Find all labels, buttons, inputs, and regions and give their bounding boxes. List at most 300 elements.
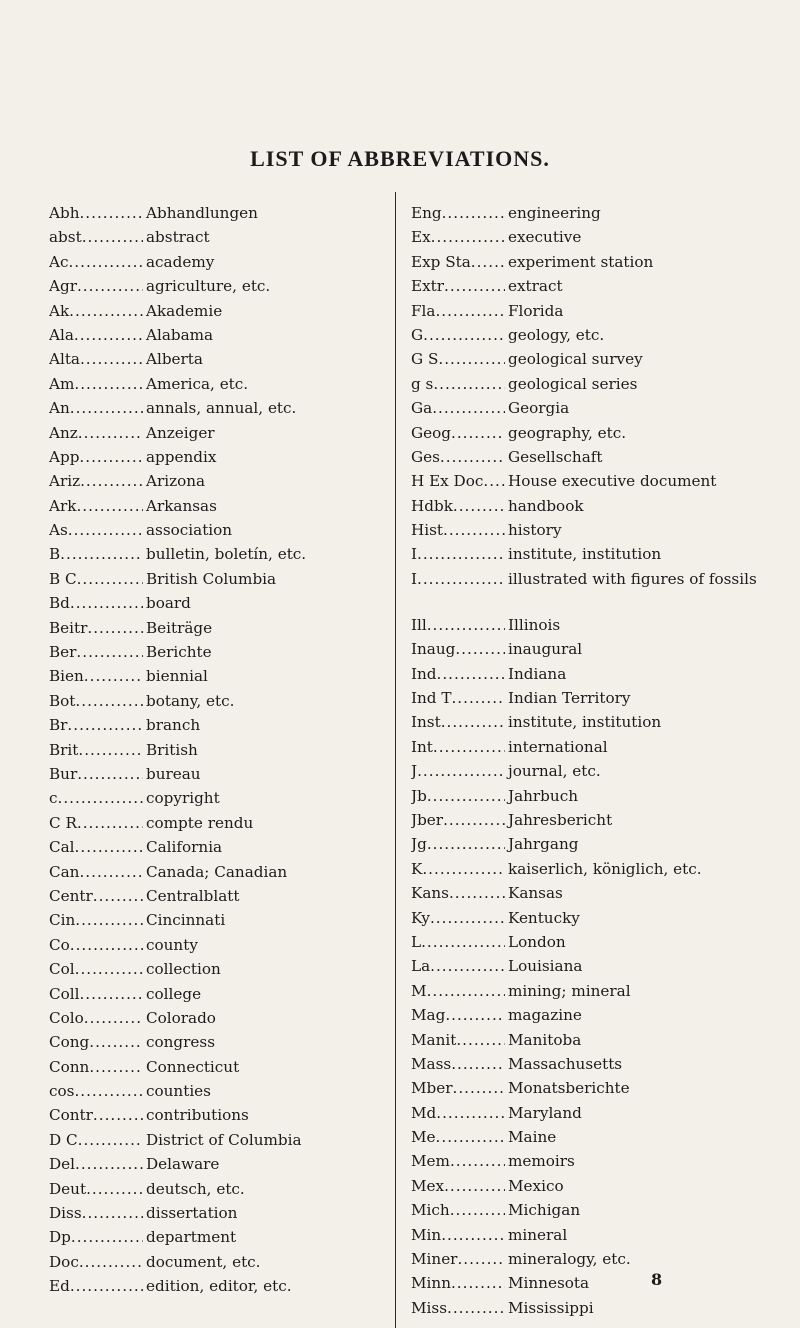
dot-leader bbox=[70, 592, 143, 614]
abbreviation-entry bbox=[49, 1007, 389, 1031]
abbreviation-term-cell bbox=[411, 687, 505, 709]
abbreviation-term: Mass bbox=[411, 1054, 452, 1073]
abbreviation-entry bbox=[49, 226, 389, 250]
dot-leader bbox=[423, 324, 505, 346]
abbreviation-term-cell bbox=[49, 885, 143, 907]
abbreviation-term: Miner bbox=[411, 1250, 458, 1269]
dot-leader bbox=[75, 958, 143, 980]
abbreviation-entry bbox=[49, 983, 389, 1007]
dot-leader bbox=[77, 763, 143, 785]
abbreviation-term: Beitr bbox=[49, 618, 88, 637]
dot-leader bbox=[89, 1031, 143, 1053]
abbreviation-term: L bbox=[411, 932, 422, 951]
abbreviation-term-cell bbox=[411, 422, 505, 444]
dot-leader bbox=[76, 495, 143, 517]
abbreviation-term-cell bbox=[411, 275, 505, 297]
abbreviation-term: G S bbox=[411, 350, 439, 369]
abbreviation-entry bbox=[411, 687, 795, 711]
abbreviation-entry bbox=[411, 1029, 795, 1053]
right-column bbox=[411, 202, 795, 1321]
abbreviation-entry bbox=[49, 1275, 389, 1299]
abbreviation-term: Mex bbox=[411, 1176, 445, 1195]
abbreviation-meaning: deutsch, etc. bbox=[146, 1179, 245, 1198]
abbreviation-term: C R bbox=[49, 813, 77, 832]
abbreviation-term-cell bbox=[49, 470, 143, 492]
abbreviation-term-cell bbox=[411, 1224, 505, 1246]
abbreviation-term: Can bbox=[49, 862, 80, 881]
abbreviation-meaning: Connecticut bbox=[146, 1057, 240, 1076]
abbreviation-entry bbox=[49, 1153, 389, 1177]
abbreviation-term-cell bbox=[411, 1272, 505, 1294]
abbreviation-entry bbox=[411, 1053, 795, 1077]
dot-leader bbox=[443, 519, 505, 541]
abbreviation-entry bbox=[49, 812, 389, 836]
abbreviation-term: Kans bbox=[411, 884, 449, 903]
dot-leader bbox=[93, 1104, 143, 1126]
abbreviation-term: Jg bbox=[411, 835, 427, 854]
abbreviation-term: Ac bbox=[49, 252, 69, 271]
abbreviation-entry bbox=[411, 470, 795, 494]
abbreviation-term: B bbox=[49, 545, 61, 564]
abbreviation-term-cell bbox=[49, 861, 143, 883]
abbreviation-term-cell bbox=[49, 300, 143, 322]
abbreviation-term: Min bbox=[411, 1225, 442, 1244]
abbreviation-term-cell bbox=[411, 1102, 505, 1124]
abbreviation-meaning: association bbox=[146, 521, 233, 540]
abbreviation-entry bbox=[49, 470, 389, 494]
abbreviation-term: Conn bbox=[49, 1057, 90, 1076]
abbreviation-entry bbox=[49, 1178, 389, 1202]
abbreviation-term: Ky bbox=[411, 908, 430, 927]
abbreviation-term: Ges bbox=[411, 447, 440, 466]
abbreviation-entry bbox=[411, 785, 795, 809]
abbreviation-term-cell bbox=[49, 641, 143, 663]
abbreviation-entry bbox=[411, 202, 795, 226]
abbreviation-meaning: Kansas bbox=[508, 884, 563, 903]
abbreviation-meaning: contributions bbox=[146, 1106, 249, 1125]
abbreviation-meaning: counties bbox=[146, 1082, 211, 1101]
abbreviation-term: Hdbk bbox=[411, 496, 453, 515]
abbreviation-meaning: memoirs bbox=[508, 1152, 575, 1171]
abbreviation-entry bbox=[49, 763, 389, 787]
abbreviation-term: cos bbox=[49, 1082, 75, 1101]
abbreviation-term: Ind T bbox=[411, 689, 452, 708]
abbreviation-term-cell bbox=[411, 1175, 505, 1197]
abbreviation-term-cell bbox=[411, 1077, 505, 1099]
abbreviation-meaning: Mexico bbox=[508, 1176, 564, 1195]
abbreviation-entry bbox=[49, 324, 389, 348]
abbreviation-meaning: abstract bbox=[146, 228, 210, 247]
abbreviation-meaning: Alberta bbox=[146, 350, 203, 369]
abbreviation-meaning: document, etc. bbox=[146, 1252, 261, 1271]
page-number: 8 bbox=[651, 1270, 663, 1289]
abbreviation-term: Exp Sta bbox=[411, 252, 471, 271]
abbreviation-term-cell bbox=[411, 543, 505, 565]
dot-leader bbox=[417, 760, 505, 782]
abbreviation-term: Bd bbox=[49, 594, 70, 613]
dot-leader bbox=[457, 1248, 505, 1270]
abbreviation-term: Centr bbox=[49, 886, 93, 905]
abbreviation-entry bbox=[49, 275, 389, 299]
abbreviation-entry bbox=[49, 1251, 389, 1275]
abbreviation-entry bbox=[49, 1031, 389, 1055]
abbreviation-meaning: institute, institution bbox=[508, 713, 662, 732]
dot-leader bbox=[444, 275, 505, 297]
abbreviation-entry bbox=[411, 422, 795, 446]
abbreviation-term-cell bbox=[49, 763, 143, 785]
abbreviation-meaning: Arkansas bbox=[146, 496, 217, 515]
abbreviation-term: Mem bbox=[411, 1152, 450, 1171]
dot-leader bbox=[451, 687, 505, 709]
abbreviation-term: Bien bbox=[49, 667, 84, 686]
dot-leader bbox=[60, 543, 143, 565]
dot-leader bbox=[427, 980, 505, 1002]
abbreviation-entry bbox=[49, 739, 389, 763]
dot-leader bbox=[70, 1275, 143, 1297]
abbreviation-meaning: Abhandlungen bbox=[146, 204, 258, 222]
abbreviation-term: B C bbox=[49, 569, 77, 588]
abbreviation-term-cell bbox=[411, 373, 505, 395]
abbreviation-term: La bbox=[411, 957, 431, 976]
abbreviation-meaning: Centralblatt bbox=[146, 886, 240, 905]
abbreviation-term: Ex bbox=[411, 228, 431, 247]
abbreviation-meaning: mineral bbox=[508, 1225, 568, 1244]
abbreviation-term-cell bbox=[49, 592, 143, 614]
abbreviation-entry bbox=[49, 909, 389, 933]
dot-leader bbox=[432, 397, 505, 419]
abbreviation-entry bbox=[411, 1175, 795, 1199]
abbreviation-meaning: Monatsberichte bbox=[508, 1079, 630, 1098]
abbreviation-term: Diss bbox=[49, 1204, 82, 1223]
dot-leader bbox=[75, 690, 143, 712]
abbreviation-term-cell bbox=[411, 760, 505, 782]
abbreviation-term: Ariz bbox=[49, 472, 81, 491]
abbreviation-term-cell bbox=[49, 1080, 143, 1102]
abbreviation-entry bbox=[411, 397, 795, 421]
abbreviation-entry bbox=[411, 1224, 795, 1248]
dot-leader bbox=[75, 1153, 143, 1175]
abbreviation-term-cell bbox=[411, 446, 505, 468]
abbreviation-meaning: college bbox=[146, 984, 202, 1003]
abbreviation-entry bbox=[411, 614, 795, 638]
abbreviation-meaning: Alabama bbox=[146, 325, 214, 344]
abbreviation-entry bbox=[49, 836, 389, 860]
abbreviation-term-cell bbox=[49, 1031, 143, 1053]
abbreviation-term: Inaug bbox=[411, 640, 456, 659]
dot-leader bbox=[433, 373, 505, 395]
abbreviation-meaning: edition, editor, etc. bbox=[146, 1277, 292, 1296]
abbreviation-entry bbox=[411, 446, 795, 470]
abbreviation-term: Minn bbox=[411, 1274, 451, 1293]
abbreviation-term: Brit bbox=[49, 740, 79, 759]
abbreviation-entry bbox=[411, 348, 795, 372]
abbreviation-entry bbox=[411, 931, 795, 955]
abbreviation-meaning: geological survey bbox=[508, 350, 643, 369]
abbreviation-meaning: history bbox=[508, 521, 562, 540]
abbreviation-meaning: Maine bbox=[508, 1128, 557, 1147]
dot-leader bbox=[451, 422, 505, 444]
dot-leader bbox=[427, 833, 505, 855]
dot-leader bbox=[456, 1029, 505, 1051]
dot-leader bbox=[69, 300, 143, 322]
abbreviation-term: K bbox=[411, 859, 423, 878]
abbreviation-meaning: Maryland bbox=[508, 1103, 582, 1122]
abbreviation-term: Me bbox=[411, 1128, 436, 1147]
abbreviation-term-cell bbox=[49, 202, 143, 224]
dot-leader bbox=[71, 1226, 143, 1248]
abbreviation-meaning: international bbox=[508, 737, 608, 756]
abbreviation-entry bbox=[49, 958, 389, 982]
abbreviation-term-cell bbox=[411, 495, 505, 517]
abbreviation-term: Hist bbox=[411, 521, 443, 540]
abbreviation-term-cell bbox=[49, 714, 143, 736]
abbreviation-meaning: appendix bbox=[146, 447, 217, 466]
abbreviation-term-cell bbox=[49, 519, 143, 541]
abbreviation-term: J bbox=[411, 762, 418, 781]
dot-leader bbox=[76, 641, 143, 663]
abbreviation-entry bbox=[411, 251, 795, 275]
abbreviation-entry bbox=[411, 568, 795, 614]
abbreviation-term-cell bbox=[49, 1129, 143, 1151]
abbreviation-meaning: District of Columbia bbox=[146, 1130, 302, 1149]
abbreviation-meaning: board bbox=[146, 594, 191, 613]
abbreviation-entry bbox=[411, 373, 795, 397]
abbreviation-entry bbox=[49, 568, 389, 592]
abbreviation-meaning: dissertation bbox=[146, 1204, 238, 1223]
dot-leader bbox=[417, 543, 505, 565]
abbreviation-term-cell bbox=[411, 663, 505, 685]
abbreviation-meaning: Michigan bbox=[508, 1201, 581, 1220]
abbreviation-entry bbox=[49, 300, 389, 324]
abbreviation-term: Bot bbox=[49, 691, 76, 710]
abbreviation-entry bbox=[411, 1126, 795, 1150]
abbreviation-meaning: British bbox=[146, 740, 198, 759]
abbreviation-term-cell bbox=[49, 324, 143, 346]
abbreviation-term: Co bbox=[49, 935, 70, 954]
abbreviation-term: Ark bbox=[49, 496, 77, 515]
abbreviation-term: g s bbox=[411, 374, 434, 393]
dot-leader bbox=[449, 882, 505, 904]
abbreviation-term-cell bbox=[411, 931, 505, 953]
abbreviation-entry bbox=[411, 1077, 795, 1101]
abbreviation-entry bbox=[411, 519, 795, 543]
abbreviation-term-cell bbox=[411, 1126, 505, 1148]
abbreviation-term: Manit bbox=[411, 1030, 457, 1049]
abbreviation-entry bbox=[411, 711, 795, 735]
abbreviation-entry bbox=[49, 641, 389, 665]
abbreviation-term: Mich bbox=[411, 1201, 450, 1220]
abbreviation-meaning: department bbox=[146, 1228, 237, 1247]
abbreviation-entry bbox=[411, 300, 795, 324]
dot-leader bbox=[450, 1199, 505, 1221]
abbreviation-term: Jb bbox=[411, 786, 427, 805]
dot-leader bbox=[451, 1272, 505, 1294]
abbreviation-entry bbox=[411, 1004, 795, 1028]
abbreviation-meaning: institute, institution bbox=[508, 545, 662, 564]
abbreviation-meaning: Jahrgang bbox=[508, 835, 579, 854]
dot-leader bbox=[80, 470, 143, 492]
abbreviation-meaning: Delaware bbox=[146, 1155, 220, 1174]
abbreviation-meaning: handbook bbox=[508, 496, 584, 515]
abbreviation-meaning: experiment station bbox=[508, 252, 654, 271]
abbreviation-term: App bbox=[49, 447, 80, 466]
abbreviation-meaning: Canada; Canadian bbox=[146, 862, 288, 881]
abbreviation-meaning: Jahresbericht bbox=[508, 810, 613, 829]
dot-leader bbox=[79, 1251, 143, 1273]
abbreviation-term-cell bbox=[411, 1248, 505, 1270]
abbreviation-term: Eng bbox=[411, 204, 442, 222]
dot-leader bbox=[453, 1077, 505, 1099]
dot-leader bbox=[442, 202, 505, 224]
abbreviation-term-cell bbox=[49, 226, 143, 248]
abbreviation-term-cell bbox=[49, 397, 143, 419]
dot-leader bbox=[417, 568, 505, 590]
abbreviation-term: Deut bbox=[49, 1179, 87, 1198]
abbreviation-term: Md bbox=[411, 1103, 437, 1122]
dot-leader bbox=[84, 665, 143, 687]
abbreviation-term: abst bbox=[49, 228, 82, 247]
abbreviation-term-cell bbox=[49, 1056, 143, 1078]
dot-leader bbox=[435, 300, 505, 322]
abbreviation-term-cell bbox=[411, 980, 505, 1002]
abbreviation-term: Bur bbox=[49, 764, 78, 783]
abbreviation-meaning: congress bbox=[146, 1033, 215, 1052]
dot-leader bbox=[75, 909, 143, 931]
abbreviation-term: Cal bbox=[49, 838, 75, 857]
abbreviation-term-cell bbox=[49, 1007, 143, 1029]
abbreviation-meaning: geological series bbox=[508, 374, 638, 393]
abbreviation-term: Ill bbox=[411, 615, 427, 634]
dot-leader bbox=[77, 568, 143, 590]
abbreviation-term-cell bbox=[49, 739, 143, 761]
abbreviation-term: Mber bbox=[411, 1079, 453, 1098]
abbreviation-term: Geog bbox=[411, 423, 451, 442]
abbreviation-meaning: magazine bbox=[508, 1006, 582, 1025]
page-title: LIST OF ABBREVIATIONS. bbox=[250, 146, 550, 171]
abbreviation-meaning: Louisiana bbox=[508, 957, 583, 976]
dot-leader bbox=[79, 202, 143, 224]
abbreviation-term-cell bbox=[49, 1226, 143, 1248]
dot-leader bbox=[84, 1007, 143, 1029]
dot-leader bbox=[77, 275, 143, 297]
abbreviation-entry bbox=[49, 519, 389, 543]
abbreviation-term-cell bbox=[411, 324, 505, 346]
abbreviation-term: D C bbox=[49, 1130, 78, 1149]
abbreviation-term-cell bbox=[411, 1053, 505, 1075]
abbreviation-entry bbox=[411, 1272, 795, 1296]
abbreviation-entry bbox=[49, 446, 389, 470]
abbreviation-entry bbox=[49, 397, 389, 421]
dot-leader bbox=[447, 1297, 505, 1319]
abbreviation-meaning: Massachusetts bbox=[508, 1054, 623, 1073]
abbreviation-meaning: California bbox=[146, 838, 223, 857]
abbreviation-term-cell bbox=[49, 1178, 143, 1200]
abbreviation-term-cell bbox=[49, 446, 143, 468]
abbreviation-meaning: Indian Territory bbox=[508, 689, 631, 708]
abbreviation-meaning: mineralogy, etc. bbox=[508, 1250, 631, 1269]
abbreviation-term-cell bbox=[411, 638, 505, 660]
abbreviation-term-cell bbox=[411, 397, 505, 419]
abbreviation-meaning: Berichte bbox=[146, 643, 212, 662]
abbreviation-meaning: bulletin, boletín, etc. bbox=[146, 545, 307, 564]
abbreviation-entry bbox=[411, 1150, 795, 1174]
abbreviation-entry bbox=[49, 1080, 389, 1104]
abbreviation-term: H Ex Doc bbox=[411, 472, 484, 491]
abbreviation-meaning: Colorado bbox=[146, 1008, 216, 1027]
dot-leader bbox=[438, 348, 505, 370]
abbreviation-entry bbox=[411, 226, 795, 250]
abbreviation-meaning: annals, annual, etc. bbox=[146, 399, 297, 418]
abbreviation-meaning: Kentucky bbox=[508, 908, 580, 927]
abbreviation-term: Am bbox=[49, 374, 75, 393]
abbreviation-term-cell bbox=[411, 614, 505, 636]
dot-leader bbox=[68, 251, 143, 273]
abbreviation-meaning: America, etc. bbox=[146, 374, 249, 393]
abbreviation-term-cell bbox=[411, 1029, 505, 1051]
dot-leader bbox=[433, 736, 505, 758]
abbreviation-entry bbox=[49, 348, 389, 372]
dot-leader bbox=[451, 1053, 505, 1075]
dot-leader bbox=[471, 251, 505, 273]
abbreviation-term-cell bbox=[49, 1104, 143, 1126]
abbreviation-term: Dp bbox=[49, 1228, 71, 1247]
abbreviation-term: G bbox=[411, 325, 424, 344]
abbreviation-term: As bbox=[49, 521, 68, 540]
abbreviation-term-cell bbox=[411, 882, 505, 904]
abbreviation-term-cell bbox=[49, 958, 143, 980]
abbreviation-meaning: Mississippi bbox=[508, 1298, 594, 1317]
dot-leader bbox=[89, 1056, 143, 1078]
abbreviation-term: Ga bbox=[411, 399, 433, 418]
abbreviation-entry bbox=[411, 736, 795, 760]
dot-leader bbox=[67, 714, 143, 736]
abbreviation-entry bbox=[411, 1248, 795, 1272]
abbreviation-entry bbox=[49, 1226, 389, 1250]
abbreviation-entry bbox=[49, 885, 389, 909]
abbreviation-entry bbox=[49, 861, 389, 885]
abbreviation-meaning: Arizona bbox=[146, 472, 206, 491]
abbreviation-meaning: mining; mineral bbox=[508, 981, 631, 1000]
abbreviation-entry bbox=[411, 275, 795, 299]
abbreviation-term: Contr bbox=[49, 1106, 93, 1125]
dot-leader bbox=[74, 373, 143, 395]
abbreviation-meaning: biennial bbox=[146, 667, 208, 686]
dot-leader bbox=[70, 934, 143, 956]
abbreviation-term-cell bbox=[49, 1275, 143, 1297]
abbreviation-term-cell bbox=[49, 568, 143, 590]
abbreviation-entry bbox=[411, 858, 795, 882]
abbreviation-term-cell bbox=[411, 1297, 505, 1319]
abbreviation-term-cell bbox=[49, 983, 143, 1005]
abbreviation-entry bbox=[411, 324, 795, 348]
abbreviation-term-cell bbox=[411, 785, 505, 807]
dot-leader bbox=[58, 787, 143, 809]
abbreviation-meaning: extract bbox=[508, 277, 563, 296]
column-divider bbox=[395, 192, 396, 1328]
dot-leader bbox=[74, 324, 143, 346]
dot-leader bbox=[75, 836, 143, 858]
abbreviation-meaning: Indiana bbox=[508, 664, 567, 683]
abbreviation-entry bbox=[49, 714, 389, 738]
abbreviation-meaning: bureau bbox=[146, 764, 201, 783]
abbreviation-entry bbox=[49, 787, 389, 811]
abbreviation-term-cell bbox=[49, 934, 143, 956]
abbreviation-term-cell bbox=[49, 690, 143, 712]
abbreviation-term-cell bbox=[49, 251, 143, 273]
dot-leader bbox=[74, 1080, 143, 1102]
left-column bbox=[49, 202, 389, 1300]
abbreviation-entry bbox=[49, 373, 389, 397]
